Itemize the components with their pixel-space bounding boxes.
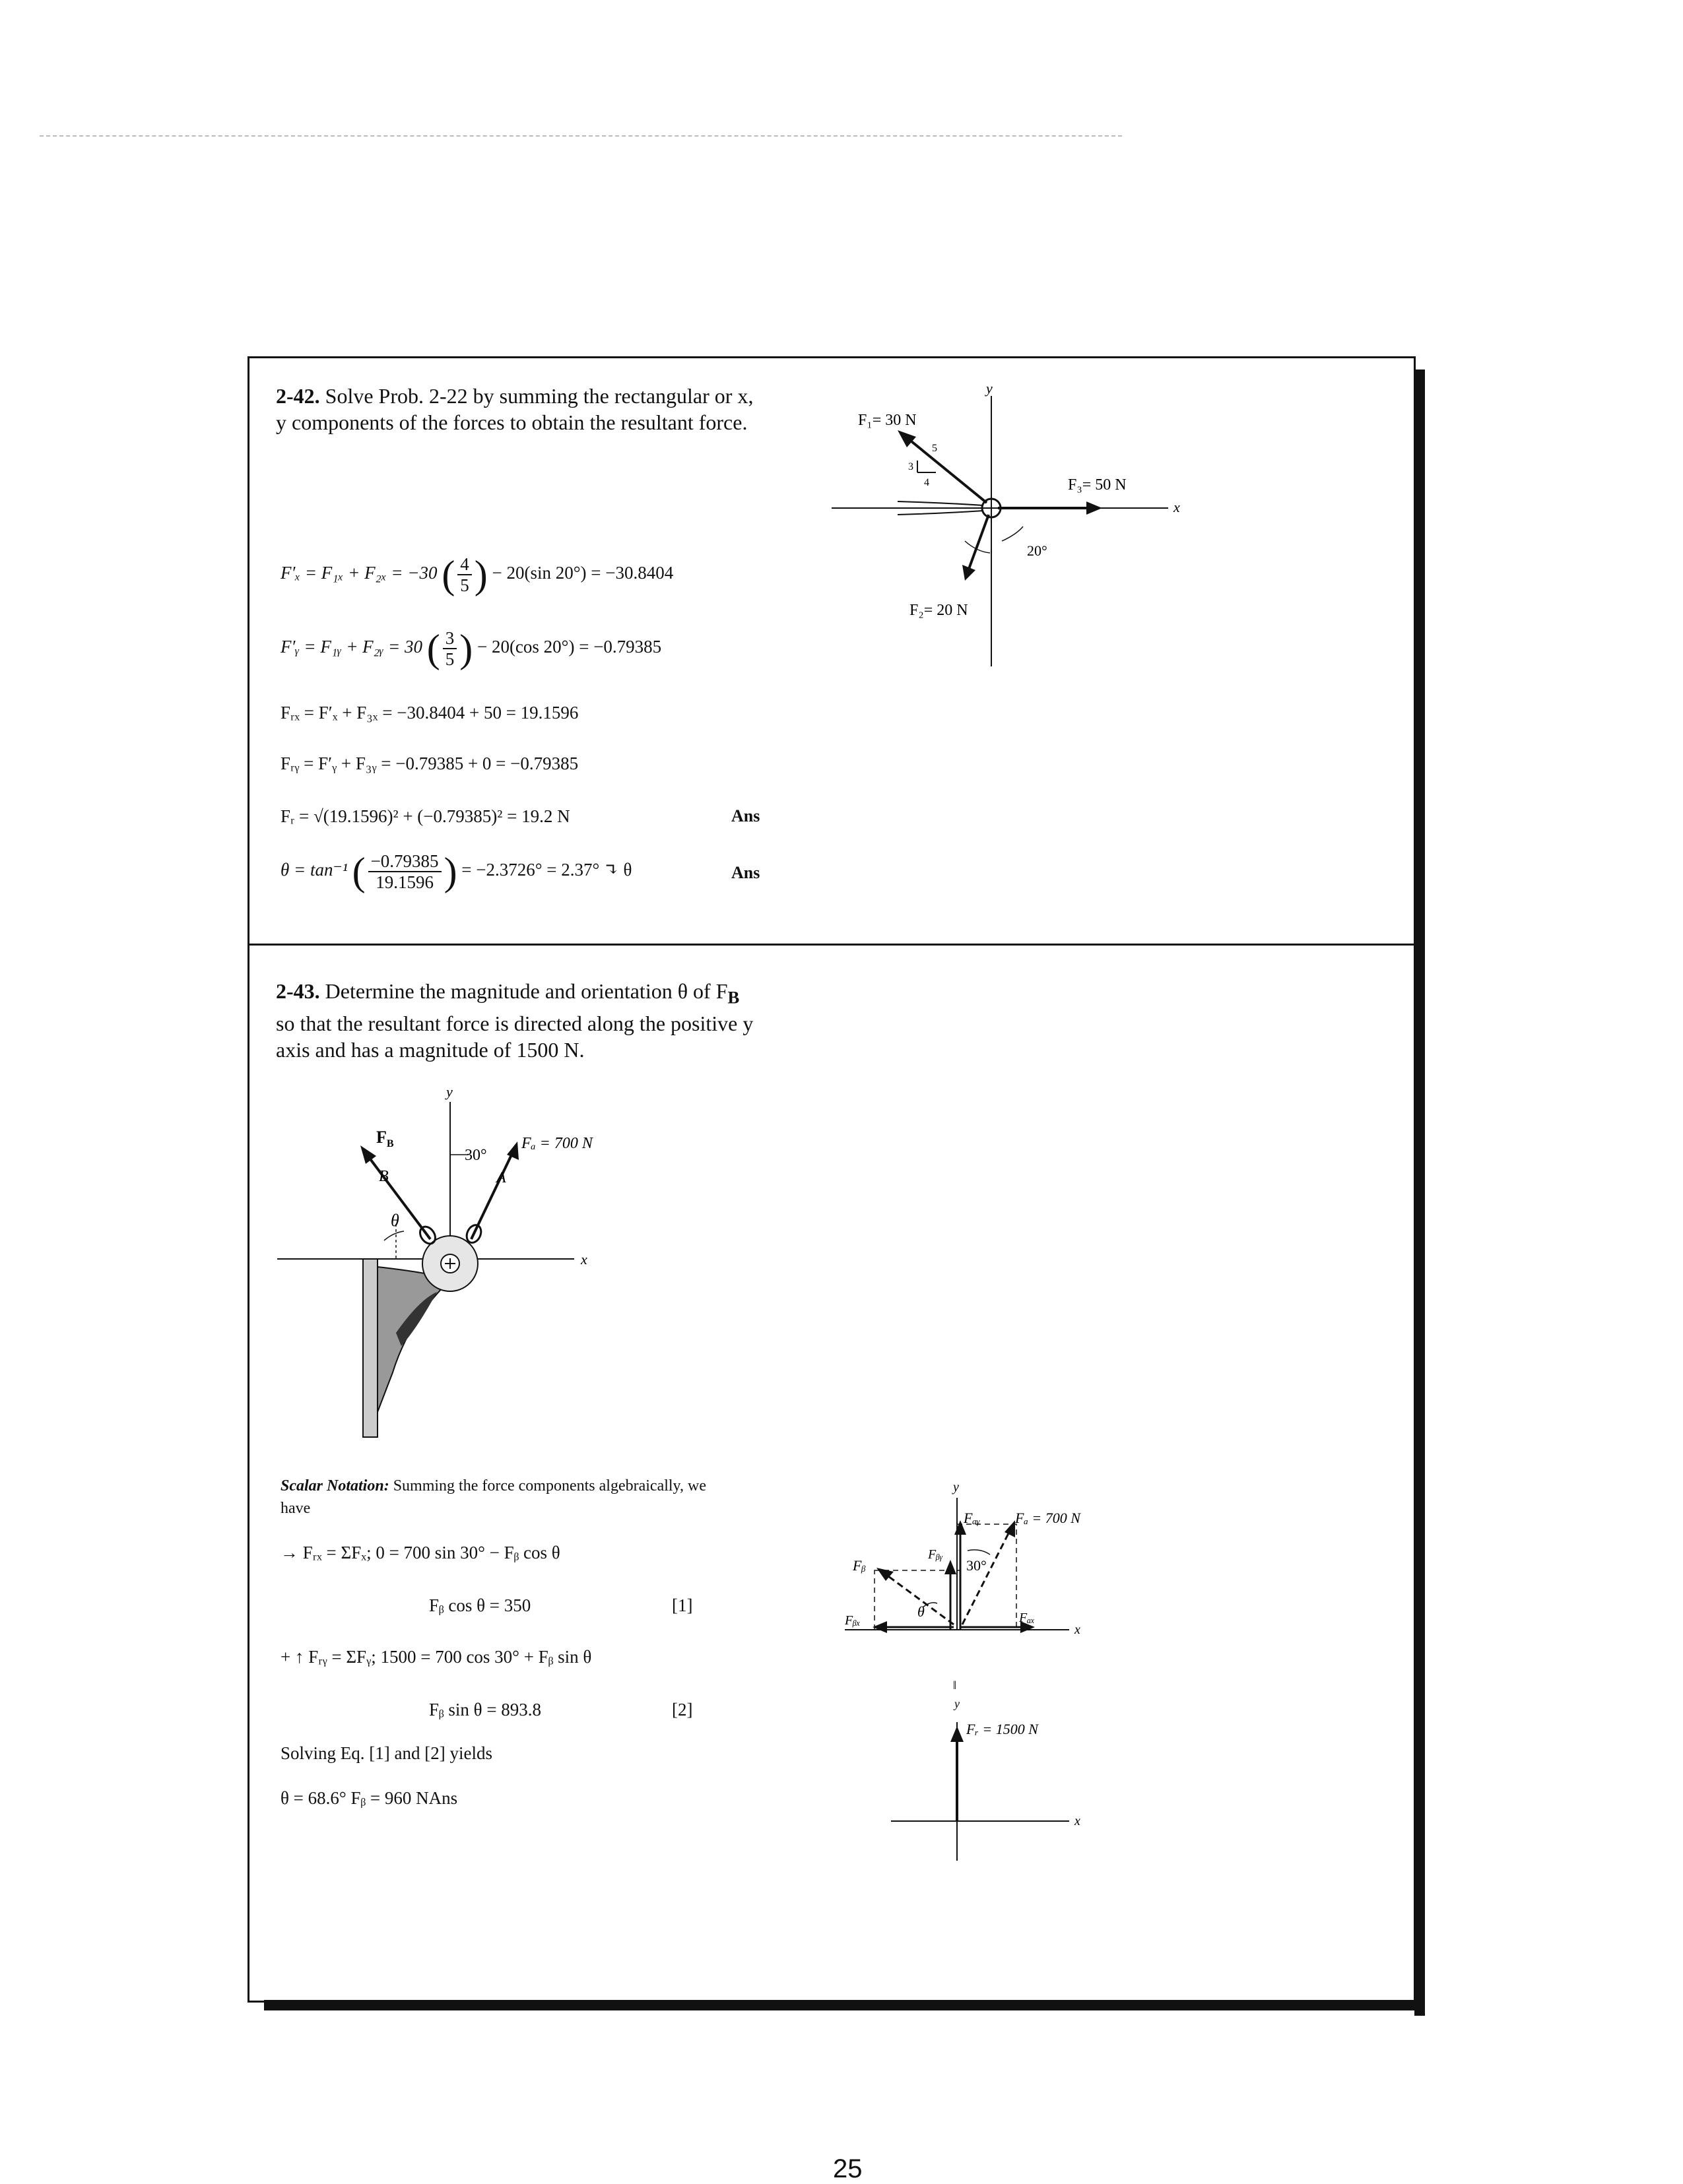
eq-frx: Fᵣₓ = F′ₓ + F₃ₓ = −30.8404 + 50 = 19.1596 <box>280 703 579 723</box>
theta-label: θ <box>391 1211 399 1230</box>
svg-text:4: 4 <box>924 477 929 488</box>
fb-label: $F_B$ <box>376 1128 394 1149</box>
page-number: 25 <box>833 2154 863 2183</box>
eq-fy: F′ᵧ = F₁ᵧ + F₂ᵧ = 30 ( $\frac{3}{5}$ ) − 20(cos 20°) = −0.79385 <box>280 627 662 670</box>
eq-sum-fx: → Fᵣₓ = ΣFₓ; 0 = 700 sin 30° − Fᵦ cos θ <box>280 1543 560 1562</box>
problem-2-42-statement <box>276 383 817 435</box>
svg-text:5: 5 <box>932 443 937 454</box>
angle-30-label: 30° <box>465 1147 487 1164</box>
result-line: θ = 68.6° Fᵦ = 960 NAns <box>280 1788 458 1808</box>
wall-bracket <box>363 1236 478 1437</box>
point-b-label: B <box>379 1168 389 1185</box>
top-rule <box>40 135 1122 137</box>
bracket-y-label: y <box>446 1083 453 1100</box>
vec-y2-label: y <box>954 1697 960 1710</box>
svg-text:3: 3 <box>908 461 913 472</box>
f3-arrow <box>998 501 1102 515</box>
problem-2-42-text-line2: y components of the forces to obtain the resultant force. <box>276 410 748 434</box>
vec-x2-label: x <box>1074 1814 1080 1828</box>
vec-fa-label: Fₐ = 700 N <box>1015 1510 1080 1526</box>
box-shadow-right <box>1414 369 1425 2016</box>
angle-20-label: 20° <box>1027 542 1047 559</box>
problem-2-43-bracket-diagram <box>277 1082 647 1452</box>
eq-fb-cos: Fᵦ cos θ = 350 <box>429 1595 531 1615</box>
eq-theta: θ = tan⁻¹ ( $\frac{-0.79385}{19.1596}$ ) = −2.3726° = 2.37° ↴ θ <box>280 850 632 893</box>
eq-fr: Fᵣ = √(19.1596)² + (−0.79385)² = 19.2 N <box>280 806 570 826</box>
diagram-x-label: x <box>1173 499 1180 515</box>
vec-equivalence: ‖ <box>953 1679 957 1692</box>
vec-fax-label: Fₐₓ <box>1019 1611 1035 1625</box>
point-a-label: A <box>496 1169 506 1186</box>
eq-tag-1: [1] <box>672 1595 693 1615</box>
vec-angle-30-label: 30° <box>966 1557 987 1574</box>
problem-2-43-vector-diagram <box>845 1478 1162 1874</box>
vec-y-label: y <box>953 1480 959 1494</box>
eq-fx: F′ₓ = F₁ₓ + F₂ₓ = −30 ( $\frac{4}{5}$ ) − 20(sin 20°) = −30.8404 <box>280 553 674 596</box>
eq-sum-fy: + ↑ Fᵣᵧ = ΣFᵧ; 1500 = 700 cos 30° + Fᵦ sin θ <box>280 1647 592 1667</box>
ans-theta: Ans <box>731 863 760 882</box>
f2-label: F₂= 20 N <box>909 602 968 619</box>
diagram-y-label: y <box>986 380 993 397</box>
problem-2-42-force-diagram <box>825 380 1195 673</box>
ans-fr: Ans <box>731 806 760 825</box>
problem-2-43-statement: 2-43. Determine the magnitude and orientation θ of $F_B$ so that the resultant force is directed along the positive y axis and has a magnitude of 1500 N. <box>276 979 754 1062</box>
solving-text: Solving Eq. [1] and [2] yields <box>280 1743 492 1763</box>
vec-fb-label: Fᵦ <box>853 1557 866 1574</box>
vec-fay-label: Fₐᵧ <box>964 1510 980 1526</box>
bracket-x-label: x <box>581 1251 587 1268</box>
vec-fb <box>876 1568 954 1624</box>
eq-fry: Fᵣᵧ = F′ᵧ + F₃ᵧ = −0.79385 + 0 = −0.79385 <box>280 754 579 773</box>
scalar-notation-paragraph: Scalar Notation: Summing the force components algebraically, we have <box>280 1477 706 1517</box>
vec-fby-label: Fᵦᵧ <box>928 1547 943 1562</box>
vec-fr-label: Fᵣ = 1500 N <box>966 1721 1038 1737</box>
problem-2-42-number: 2-42. <box>276 384 320 408</box>
f2-arrow <box>962 515 989 581</box>
f3-label: F₃= 50 N <box>1068 476 1127 494</box>
fb-arrow <box>360 1145 438 1246</box>
vec-x-label: x <box>1074 1622 1080 1637</box>
f1-label: F₁= 30 N <box>858 412 917 429</box>
eq-tag-2: [2] <box>672 1700 693 1719</box>
problem-2-43-number: 2-43. <box>276 979 320 1003</box>
problem-2-42-text-line1: Solve Prob. 2-22 by summing the rectangular or x, <box>325 384 754 408</box>
vec-theta-label: θ <box>917 1603 925 1620</box>
fa-label: Fₐ = 700 N <box>521 1135 593 1152</box>
vec-fbx-label: Fᵦₓ <box>845 1613 861 1628</box>
problem-divider <box>249 944 1414 946</box>
eq-fb-sin: Fᵦ sin θ = 893.8 <box>429 1700 542 1719</box>
